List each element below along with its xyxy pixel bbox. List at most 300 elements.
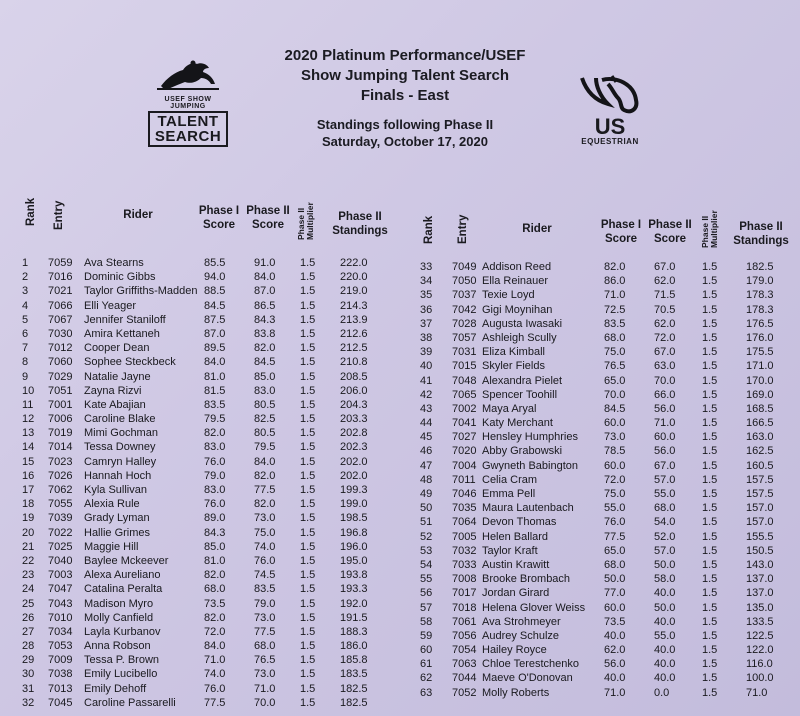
standings-cell: 122.5 — [746, 629, 774, 642]
rider-cell: Cooper Dean — [84, 342, 150, 355]
rank-cell: 57 — [420, 601, 433, 614]
entry-cell: 7052 — [452, 686, 477, 699]
standings-cell: 137.0 — [746, 587, 774, 600]
multiplier-cell: 1.5 — [702, 417, 718, 430]
table-row — [18, 611, 398, 625]
table-row — [416, 487, 792, 501]
entry-cell: 7033 — [452, 558, 477, 571]
phase1-score-cell: 84.5 — [204, 299, 226, 312]
table-row — [416, 359, 792, 373]
rank-cell: 46 — [420, 445, 433, 458]
phase1-score-cell: 73.0 — [604, 431, 626, 444]
phase2-score-cell: 0.0 — [654, 686, 670, 699]
multiplier-cell: 1.5 — [702, 445, 718, 458]
entry-cell: 7006 — [48, 413, 73, 426]
multiplier-cell: 1.5 — [702, 530, 718, 543]
col-phase2-line1: Phase II — [648, 219, 692, 231]
rank-cell: 32 — [22, 696, 35, 709]
rider-cell: Emily Lucibello — [84, 668, 158, 681]
rank-cell: 30 — [22, 668, 35, 681]
phase2-score-cell: 70.5 — [654, 303, 676, 316]
rider-cell: Maya Aryal — [482, 402, 537, 415]
rank-cell: 41 — [420, 374, 433, 387]
standings-cell: 71.0 — [746, 686, 768, 699]
multiplier-cell: 1.5 — [702, 516, 718, 529]
entry-cell: 7010 — [48, 611, 73, 624]
entry-cell: 7004 — [452, 459, 477, 472]
col-rank-header: Rank — [25, 197, 37, 226]
entry-cell: 7005 — [452, 530, 477, 543]
multiplier-cell: 1.5 — [300, 654, 316, 667]
phase1-score-cell: 83.5 — [604, 317, 626, 330]
rider-cell: Texie Loyd — [482, 289, 535, 302]
rider-cell: Skyler Fields — [482, 360, 545, 373]
entry-cell: 7044 — [452, 672, 477, 685]
entry-cell: 7031 — [452, 346, 477, 359]
rider-cell: Hallie Grimes — [84, 526, 151, 539]
phase1-score-cell: 82.0 — [204, 611, 226, 624]
multiplier-cell: 1.5 — [702, 573, 718, 586]
multiplier-cell: 1.5 — [702, 558, 718, 571]
multiplier-cell: 1.5 — [702, 388, 718, 401]
col-mult-line2: Multiplier — [305, 202, 315, 240]
phase1-score-cell: 65.0 — [604, 374, 626, 387]
multiplier-cell: 1.5 — [702, 587, 718, 600]
phase1-score-cell: 83.0 — [204, 484, 226, 496]
rank-cell: 62 — [420, 672, 433, 685]
rider-cell: Madison Myro — [84, 597, 154, 610]
phase2-score-cell: 55.0 — [654, 488, 676, 500]
standings-cell: 133.5 — [746, 615, 774, 628]
logo-box-line-1: TALENT — [157, 113, 219, 130]
phase2-score-cell: 84.0 — [254, 271, 276, 284]
col-phase2-header — [242, 204, 294, 232]
table-row — [416, 416, 792, 430]
multiplier-cell: 1.5 — [702, 672, 718, 685]
table-row — [18, 667, 398, 681]
standings-cell: 163.0 — [746, 431, 774, 444]
entry-cell: 7053 — [48, 640, 73, 653]
standings-cell: 202.3 — [340, 441, 368, 454]
phase2-score-cell: 91.0 — [254, 257, 276, 269]
entry-cell: 7065 — [452, 388, 477, 401]
entry-cell: 7049 — [452, 261, 477, 273]
phase1-score-cell: 76.0 — [204, 455, 226, 468]
phase1-score-cell: 81.0 — [204, 554, 226, 567]
rank-cell: 61 — [420, 658, 433, 671]
phase2-score-cell: 67.0 — [654, 346, 676, 359]
phase2-score-cell: 62.0 — [654, 317, 676, 330]
entry-cell: 7054 — [452, 644, 477, 657]
rank-cell: 12 — [22, 413, 35, 426]
phase2-score-cell: 84.3 — [254, 313, 276, 326]
phase2-score-cell: 83.8 — [254, 327, 276, 340]
rider-cell: Anna Robson — [84, 640, 151, 653]
multiplier-cell: 1.5 — [300, 398, 316, 411]
col-mult-line1: Phase II — [296, 207, 306, 240]
table-row — [416, 544, 792, 558]
phase1-score-cell: 83.5 — [204, 398, 226, 411]
rank-cell: 60 — [420, 644, 433, 657]
entry-cell: 7055 — [48, 498, 73, 511]
phase2-score-cell: 73.0 — [254, 668, 276, 681]
rider-cell: Eliza Kimball — [482, 346, 545, 359]
multiplier-cell: 1.5 — [702, 544, 718, 557]
phase2-score-cell: 87.0 — [254, 285, 276, 298]
rank-cell: 3 — [22, 285, 29, 298]
standings-cell: 208.5 — [340, 370, 368, 383]
standings-cell: 182.5 — [340, 696, 368, 709]
phase2-score-cell: 76.5 — [254, 654, 276, 667]
rank-cell: 19 — [22, 512, 35, 525]
standings-cell: 178.3 — [746, 289, 774, 302]
entry-cell: 7032 — [452, 544, 477, 557]
table-row — [416, 643, 792, 657]
table-row — [18, 483, 398, 497]
table-row — [18, 398, 398, 412]
phase2-score-cell: 77.5 — [254, 625, 276, 638]
rank-cell: 2 — [22, 271, 29, 284]
standings-cell: 214.3 — [340, 299, 368, 312]
phase1-score-cell: 55.0 — [604, 502, 626, 515]
rider-cell: Chloe Terestchenko — [482, 658, 580, 671]
phase2-score-cell: 76.0 — [254, 554, 276, 567]
table-row — [416, 558, 792, 572]
entry-cell: 7025 — [48, 540, 73, 553]
phase1-score-cell: 81.0 — [204, 370, 226, 383]
horse-head-icon — [572, 74, 648, 118]
table-row — [18, 497, 398, 511]
table-row — [18, 412, 398, 426]
rider-cell: Jordan Girard — [482, 587, 550, 600]
table-row — [416, 586, 792, 600]
standings-cell: 199.0 — [340, 498, 368, 511]
phase2-score-cell: 68.0 — [254, 640, 276, 653]
table-row — [416, 501, 792, 515]
phase1-score-cell: 65.0 — [604, 544, 626, 557]
phase2-score-cell: 85.0 — [254, 370, 276, 383]
phase2-score-cell: 70.0 — [654, 374, 676, 387]
rider-cell: Katy Merchant — [482, 417, 553, 430]
logo-box-line-2: SEARCH — [154, 128, 222, 145]
standings-cell: 193.8 — [340, 569, 368, 582]
rider-cell: Zayna Rizvi — [84, 384, 142, 397]
multiplier-cell: 1.5 — [702, 261, 718, 273]
phase1-score-cell: 79.5 — [204, 413, 226, 426]
table-header-right — [416, 200, 792, 260]
table-row — [18, 284, 398, 298]
rank-cell: 40 — [420, 360, 433, 373]
phase2-score-cell: 40.0 — [654, 672, 676, 685]
phase1-score-cell: 77.5 — [604, 530, 626, 543]
phase1-score-cell: 71.0 — [604, 686, 626, 699]
rank-cell: 7 — [22, 342, 29, 355]
phase2-score-cell: 74.5 — [254, 569, 276, 582]
rank-cell: 1 — [22, 257, 29, 269]
standings-cell: 179.0 — [746, 275, 774, 288]
phase1-score-cell: 87.5 — [204, 313, 226, 326]
phase1-score-cell: 88.5 — [204, 285, 226, 298]
table-row — [18, 313, 398, 327]
rank-cell: 21 — [22, 540, 35, 553]
rider-cell: Abby Grabowski — [482, 445, 563, 458]
standings-cell: 213.9 — [340, 313, 368, 326]
phase1-score-cell: 86.0 — [604, 275, 626, 288]
rank-cell: 20 — [22, 526, 35, 539]
rank-cell: 44 — [420, 417, 433, 430]
multiplier-cell: 1.5 — [300, 455, 316, 468]
entry-cell: 7064 — [452, 516, 477, 529]
multiplier-cell: 1.5 — [300, 597, 316, 610]
rider-cell: Caroline Passarelli — [84, 696, 176, 709]
rank-cell: 52 — [420, 530, 433, 543]
standings-cell: 192.0 — [340, 597, 368, 610]
table-row — [416, 686, 792, 700]
phase1-score-cell: 40.0 — [604, 672, 626, 685]
rank-cell: 43 — [420, 402, 433, 415]
rank-cell: 53 — [420, 544, 433, 557]
phase2-score-cell: 40.0 — [654, 587, 676, 600]
table-row — [416, 459, 792, 473]
phase2-score-cell: 54.0 — [654, 516, 676, 529]
table-row — [416, 345, 792, 359]
entry-cell: 7060 — [48, 356, 73, 369]
entry-cell: 7017 — [452, 587, 477, 600]
phase2-score-cell: 82.0 — [254, 342, 276, 355]
phase1-score-cell: 89.5 — [204, 342, 226, 355]
phase2-score-cell: 71.5 — [654, 289, 676, 302]
phase2-score-cell: 68.0 — [654, 502, 676, 515]
col-standings-line2: Standings — [332, 225, 388, 237]
rider-cell: Gigi Moynihan — [482, 303, 553, 316]
phase1-score-cell: 68.0 — [604, 558, 626, 571]
multiplier-cell: 1.5 — [702, 615, 718, 628]
rider-cell: Jennifer Staniloff — [84, 313, 166, 326]
standings-cell: 157.0 — [746, 502, 774, 515]
table-row — [416, 274, 792, 288]
table-row — [18, 384, 398, 398]
table-row — [18, 582, 398, 596]
table-row — [18, 440, 398, 454]
rider-cell: Spencer Toohill — [482, 388, 558, 401]
logo-equestrian-text: EQUESTRIAN — [581, 137, 639, 146]
rider-cell: Kate Abajian — [84, 398, 146, 411]
col-standings-header — [730, 220, 792, 248]
phase2-score-cell: 71.0 — [654, 417, 676, 430]
standings-table-left — [18, 196, 398, 710]
rank-cell: 51 — [420, 516, 433, 529]
multiplier-cell: 1.5 — [702, 488, 718, 500]
col-rider-header: Rider — [123, 209, 153, 221]
entry-cell: 7022 — [48, 526, 73, 539]
phase2-score-cell: 80.5 — [254, 427, 276, 440]
standings-cell: 212.6 — [340, 327, 368, 340]
table-row — [416, 288, 792, 302]
rider-cell: Natalie Jayne — [84, 370, 151, 383]
multiplier-cell: 1.5 — [300, 498, 316, 511]
table-row — [18, 625, 398, 639]
rank-cell: 34 — [420, 275, 433, 288]
rider-cell: Gwyneth Babington — [482, 459, 579, 472]
col-rider-header: Rider — [522, 223, 552, 235]
standings-cell: 202.0 — [340, 469, 368, 482]
multiplier-cell: 1.5 — [300, 625, 316, 638]
table-row — [18, 455, 398, 469]
phase2-score-cell: 79.0 — [254, 597, 276, 610]
standings-cell: 203.3 — [340, 413, 368, 426]
rider-cell: Brooke Brombach — [482, 573, 571, 586]
rank-cell: 33 — [420, 261, 433, 273]
rank-cell: 22 — [22, 554, 35, 567]
rider-cell: Molly Roberts — [482, 686, 550, 699]
col-multiplier-header — [297, 202, 315, 240]
multiplier-cell: 1.5 — [300, 427, 316, 440]
col-entry-header: Entry — [53, 200, 65, 230]
rider-cell: Ashleigh Scully — [482, 331, 557, 344]
col-standings-line1: Phase II — [739, 221, 783, 233]
rider-cell: Tessa P. Brown — [84, 654, 160, 667]
multiplier-cell: 1.5 — [300, 554, 316, 567]
entry-cell: 7028 — [452, 317, 477, 330]
table-row — [18, 426, 398, 440]
rider-cell: Austin Krawitt — [482, 558, 550, 571]
multiplier-cell: 1.5 — [702, 459, 718, 472]
table-header-left — [18, 196, 398, 256]
multiplier-cell: 1.5 — [702, 317, 718, 330]
entry-cell: 7051 — [48, 384, 73, 397]
phase1-score-cell: 60.0 — [604, 417, 626, 430]
multiplier-cell: 1.5 — [300, 611, 316, 624]
multiplier-cell: 1.5 — [300, 526, 316, 539]
rider-cell: Catalina Peralta — [84, 583, 163, 596]
rank-cell: 45 — [420, 431, 433, 444]
phase1-score-cell: 56.0 — [604, 658, 626, 671]
multiplier-cell: 1.5 — [300, 299, 316, 312]
phase1-score-cell: 68.0 — [204, 583, 226, 596]
phase2-score-cell: 58.0 — [654, 573, 676, 586]
rider-cell: Hannah Hoch — [84, 469, 152, 482]
table-row — [18, 696, 398, 710]
multiplier-cell: 1.5 — [702, 473, 718, 486]
standings-cell: 178.3 — [746, 303, 774, 316]
table-row — [416, 444, 792, 458]
phase1-score-cell: 85.5 — [204, 257, 226, 269]
standings-cell: 199.3 — [340, 484, 368, 496]
rank-cell: 48 — [420, 473, 433, 486]
entry-cell: 7021 — [48, 285, 73, 298]
table-row — [416, 260, 792, 274]
rider-cell: Tessa Downey — [84, 441, 156, 454]
phase1-score-cell: 78.5 — [604, 445, 626, 458]
rank-cell: 24 — [22, 583, 35, 596]
phase2-score-cell: 84.5 — [254, 356, 276, 369]
phase1-score-cell: 74.0 — [204, 668, 226, 681]
standings-cell: 176.0 — [746, 331, 774, 344]
rider-cell: Kyla Sullivan — [84, 484, 147, 496]
standings-cell: 122.0 — [746, 644, 774, 657]
standings-cell: 137.0 — [746, 573, 774, 586]
entry-cell: 7012 — [48, 342, 73, 355]
table-row — [18, 554, 398, 568]
table-row — [416, 601, 792, 615]
phase1-score-cell: 73.5 — [204, 597, 226, 610]
standings-cell: 186.0 — [340, 640, 368, 653]
col-phase2-line1: Phase II — [246, 205, 290, 217]
table-body-left — [18, 256, 398, 710]
table-row — [416, 671, 792, 685]
phase2-score-cell: 55.0 — [654, 629, 676, 642]
rank-cell: 31 — [22, 682, 35, 695]
multiplier-cell: 1.5 — [702, 346, 718, 359]
multiplier-cell: 1.5 — [300, 313, 316, 326]
rank-cell: 56 — [420, 587, 433, 600]
phase2-score-cell: 71.0 — [254, 682, 276, 695]
rider-cell: Alexia Rule — [84, 498, 140, 511]
rank-cell: 63 — [420, 686, 433, 699]
rider-cell: Alexandra Pielet — [482, 374, 563, 387]
rank-cell: 9 — [22, 370, 29, 383]
entry-cell: 7019 — [48, 427, 73, 440]
standings-cell: 150.5 — [746, 544, 774, 557]
entry-cell: 7046 — [452, 488, 477, 500]
talent-search-logo — [148, 58, 228, 148]
rank-cell: 38 — [420, 331, 433, 344]
rank-cell: 16 — [22, 469, 35, 482]
multiplier-cell: 1.5 — [300, 356, 316, 369]
entry-cell: 7061 — [452, 615, 477, 628]
rider-cell: Taylor Kraft — [482, 544, 538, 557]
standings-cell: 169.0 — [746, 388, 774, 401]
phase2-score-cell: 66.0 — [654, 388, 676, 401]
rank-cell: 42 — [420, 388, 433, 401]
standings-cell: 166.5 — [746, 417, 774, 430]
table-row — [416, 530, 792, 544]
rank-cell: 8 — [22, 356, 29, 369]
entry-cell: 7037 — [452, 289, 477, 302]
rank-cell: 13 — [22, 427, 35, 440]
multiplier-cell: 1.5 — [300, 441, 316, 454]
col-standings-line2: Standings — [733, 235, 789, 247]
logo-us-text: US — [594, 114, 626, 139]
rank-cell: 18 — [22, 498, 35, 511]
col-phase1-line2: Score — [203, 219, 235, 231]
multiplier-cell: 1.5 — [300, 668, 316, 681]
standings-cell: 143.0 — [746, 558, 774, 571]
standings-cell: 175.5 — [746, 346, 774, 359]
entry-cell: 7045 — [48, 696, 73, 709]
phase1-score-cell: 81.5 — [204, 384, 226, 397]
standings-cell: 198.5 — [340, 512, 368, 525]
rank-cell: 25 — [22, 597, 35, 610]
rider-cell: Audrey Schulze — [482, 629, 560, 642]
phase2-score-cell: 82.0 — [254, 469, 276, 482]
multiplier-cell: 1.5 — [702, 374, 718, 387]
entry-cell: 7038 — [48, 668, 73, 681]
entry-cell: 7011 — [452, 473, 476, 486]
phase2-score-cell: 50.0 — [654, 558, 676, 571]
rank-cell: 47 — [420, 459, 433, 472]
rider-cell: Molly Canfield — [84, 611, 154, 624]
entry-cell: 7018 — [452, 601, 477, 614]
standings-cell: 157.5 — [746, 473, 774, 486]
phase1-score-cell: 84.0 — [204, 640, 226, 653]
rider-cell: Augusta Iwasaki — [482, 317, 563, 330]
phase1-score-cell: 76.0 — [204, 682, 226, 695]
phase1-score-cell: 70.0 — [604, 388, 626, 401]
rider-cell: Ava Strohmeyer — [482, 615, 561, 628]
table-row — [416, 615, 792, 629]
standings-cell: 204.3 — [340, 398, 368, 411]
